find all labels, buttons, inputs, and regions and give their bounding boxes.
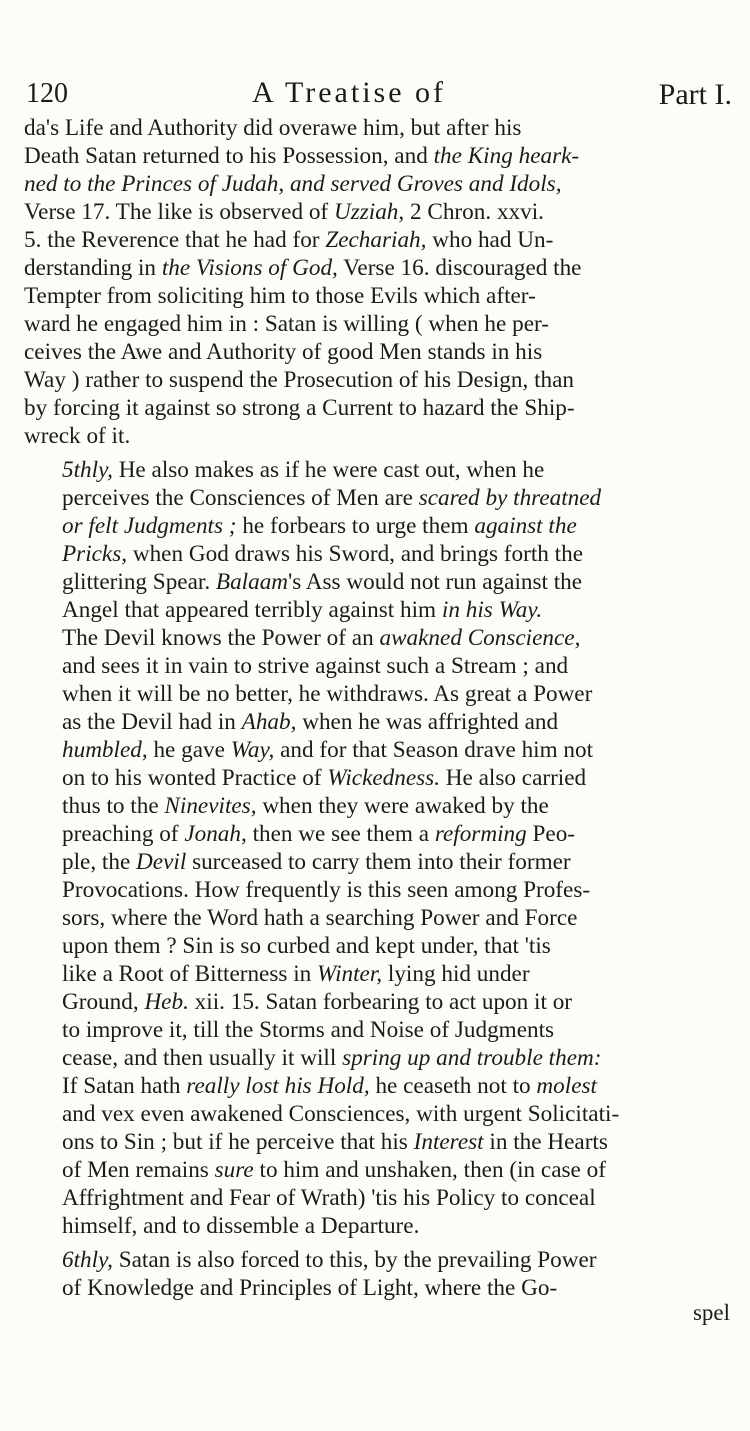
body-text bbox=[24, 114, 736, 1302]
text-line bbox=[24, 1044, 736, 1072]
italic-segment: Wickedness. bbox=[327, 765, 440, 791]
text-segment: wreck of it. bbox=[24, 423, 131, 449]
text-segment: He also carried bbox=[440, 765, 587, 791]
text-segment: cease, and then usually it will bbox=[62, 1045, 343, 1071]
text-segment: when it will be no better, he withdraws. As great a Power bbox=[62, 681, 593, 707]
italic-segment: 6thly, bbox=[62, 1247, 113, 1273]
italic-segment: Devil bbox=[136, 849, 187, 875]
text-segment: Angel that appeared terribly against him bbox=[62, 597, 442, 623]
text-segment: da's Life and Authority did overawe him, but after his bbox=[24, 115, 522, 141]
text-line bbox=[24, 1246, 736, 1274]
text-line bbox=[24, 960, 736, 988]
text-segment: The Devil knows the Power of an bbox=[62, 625, 380, 651]
text-segment: he forbears to urge them bbox=[236, 513, 475, 539]
italic-segment: Way, bbox=[230, 737, 275, 763]
text-segment: Verse 17. The like is observed of bbox=[24, 199, 334, 225]
text-segment: perceives the Consciences of Men are bbox=[62, 485, 419, 511]
text-line bbox=[24, 1016, 736, 1044]
text-line bbox=[24, 848, 736, 876]
running-title: A Treatise of bbox=[252, 76, 447, 109]
italic-segment: against the bbox=[474, 513, 577, 539]
text-segment: as the Devil had in bbox=[62, 709, 242, 735]
text-line bbox=[24, 1156, 736, 1184]
text-segment: Way ) rather to suspend the Prosecution of his Design, than bbox=[24, 367, 575, 393]
text-line bbox=[24, 764, 736, 792]
text-segment: ceives the Awe and Authority of good Men stands in his bbox=[24, 339, 543, 365]
italic-segment: the Visions of God, bbox=[161, 255, 338, 281]
italic-segment: sure bbox=[214, 1157, 254, 1183]
italic-segment: Winter, bbox=[317, 961, 383, 987]
italic-segment: or felt Judgments ; bbox=[62, 513, 237, 539]
text-segment: to him and unshaken, then (in case of bbox=[253, 1157, 606, 1183]
italic-segment: in his Way. bbox=[441, 597, 543, 623]
text-segment: If Satan hath bbox=[62, 1073, 187, 1099]
italic-segment: Pricks, bbox=[62, 541, 128, 567]
text-segment: ward he engaged him in : Satan is willing ( when he per- bbox=[24, 311, 549, 337]
text-segment: 2 Chron. xxvi. bbox=[404, 199, 544, 225]
text-segment: ple, the bbox=[62, 849, 137, 875]
text-segment: when God draws his Sword, and brings forth the bbox=[127, 541, 584, 567]
text-line bbox=[24, 736, 736, 764]
text-line bbox=[24, 1128, 736, 1156]
text-segment: upon them ? Sin is so curbed and kept under, that 'tis bbox=[62, 933, 551, 959]
text-segment: and for that Season drave him not bbox=[274, 737, 594, 763]
text-segment: sors, where the Word hath a searching Power and Force bbox=[62, 905, 578, 931]
text-segment: of Knowledge and Principles of Light, where the Go- bbox=[62, 1275, 558, 1301]
italic-segment: Jonah, bbox=[184, 821, 247, 847]
text-line bbox=[24, 540, 736, 568]
text-segment: xii. 15. Satan forbearing to act upon it or bbox=[188, 989, 573, 1015]
text-segment: Verse 16. discouraged the bbox=[337, 255, 582, 281]
paragraph bbox=[24, 114, 736, 450]
text-segment: thus to the bbox=[62, 793, 165, 819]
italic-segment: ned to the Princes of Judah, and served Groves and Idols, bbox=[24, 171, 562, 197]
italic-segment: Heb. bbox=[144, 989, 189, 1015]
text-line bbox=[24, 820, 736, 848]
text-segment: himself, and to dissemble a Departure. bbox=[62, 1213, 420, 1239]
text-line bbox=[24, 1274, 736, 1302]
italic-segment: really lost his Hold, bbox=[186, 1073, 370, 1099]
text-line bbox=[24, 792, 736, 820]
paragraph bbox=[24, 456, 736, 1240]
text-line bbox=[24, 596, 736, 624]
text-line bbox=[24, 1100, 736, 1128]
text-line bbox=[24, 366, 736, 394]
text-segment: Provocations. How frequently is this seen among Profes- bbox=[62, 877, 591, 903]
text-segment: when he was affrighted and bbox=[296, 709, 559, 735]
text-segment: on to his wonted Practice of bbox=[62, 765, 328, 791]
text-segment: Affrightment and Fear of Wrath) 'tis his Policy to conceal bbox=[62, 1185, 596, 1211]
text-segment: who had Un- bbox=[426, 227, 554, 253]
text-segment: when they were awaked by the bbox=[256, 793, 549, 819]
text-line bbox=[24, 652, 736, 680]
italic-segment: awakned Conscience, bbox=[379, 625, 581, 651]
text-line bbox=[24, 198, 736, 226]
italic-segment: Balaam bbox=[215, 569, 289, 595]
text-line bbox=[24, 484, 736, 512]
text-line bbox=[24, 904, 736, 932]
text-line bbox=[24, 932, 736, 960]
text-line bbox=[24, 422, 736, 450]
italic-segment: reforming bbox=[434, 821, 527, 847]
italic-segment: the King heark- bbox=[433, 143, 580, 169]
text-line bbox=[24, 512, 736, 540]
part-label: Part I. bbox=[658, 78, 732, 111]
running-header bbox=[24, 72, 736, 114]
italic-segment: spring up and trouble them: bbox=[342, 1045, 602, 1071]
text-segment: surceased to carry them into their former bbox=[186, 849, 571, 875]
italic-segment: 5thly, bbox=[62, 457, 113, 483]
text-segment: Peo- bbox=[526, 821, 576, 847]
text-line bbox=[24, 114, 736, 142]
text-line bbox=[24, 708, 736, 736]
italic-segment: humbled, bbox=[62, 737, 148, 763]
text-segment: he gave bbox=[147, 737, 231, 763]
text-line bbox=[24, 456, 736, 484]
text-line bbox=[24, 1184, 736, 1212]
text-segment: derstanding in bbox=[24, 255, 162, 281]
italic-segment: Ninevites, bbox=[164, 793, 257, 819]
text-segment: Tempter from soliciting him to those Evils which after- bbox=[24, 283, 536, 309]
italic-segment: scared by threatned bbox=[418, 485, 602, 511]
text-line bbox=[24, 876, 736, 904]
text-line bbox=[24, 680, 736, 708]
page-number: 120 bbox=[26, 78, 68, 109]
text-segment: he ceaseth not to bbox=[369, 1073, 537, 1099]
text-line bbox=[24, 254, 736, 282]
text-segment: 's Ass would not run against the bbox=[288, 569, 583, 595]
text-segment: Ground, bbox=[62, 989, 145, 1015]
text-line bbox=[24, 568, 736, 596]
text-line bbox=[24, 624, 736, 652]
text-segment: 5. the Reverence that he had for bbox=[24, 227, 326, 253]
italic-segment: Zechariah, bbox=[325, 227, 427, 253]
text-segment: lying hid under bbox=[382, 961, 530, 987]
text-line bbox=[24, 338, 736, 366]
text-line bbox=[24, 394, 736, 422]
text-line bbox=[24, 1212, 736, 1240]
text-segment: ons to Sin ; but if he perceive that his bbox=[62, 1129, 414, 1155]
text-line bbox=[24, 170, 736, 198]
text-segment: by forcing it against so strong a Current to hazard the Ship- bbox=[24, 395, 575, 421]
text-segment: like a Root of Bitterness in bbox=[62, 961, 318, 987]
italic-segment: Interest bbox=[413, 1129, 484, 1155]
text-segment: He also makes as if he were cast out, when he bbox=[112, 457, 545, 483]
text-line bbox=[24, 226, 736, 254]
text-segment: and sees it in vain to strive against such a Stream ; and bbox=[62, 653, 569, 679]
italic-segment: Uzziah, bbox=[333, 199, 405, 225]
text-segment: then we see them a bbox=[246, 821, 435, 847]
text-segment: Satan is also forced to this, by the prevailing Power bbox=[112, 1247, 597, 1273]
text-segment: of Men remains bbox=[62, 1157, 215, 1183]
text-segment: and vex even awakened Consciences, with urgent Solicitati- bbox=[62, 1101, 620, 1127]
text-line bbox=[24, 310, 736, 338]
text-segment: in the Hearts bbox=[483, 1129, 608, 1155]
text-segment: preaching of bbox=[62, 821, 185, 847]
text-segment: glittering Spear. bbox=[62, 569, 216, 595]
italic-segment: Ahab, bbox=[241, 709, 297, 735]
text-line bbox=[24, 988, 736, 1016]
italic-segment: molest bbox=[536, 1073, 597, 1099]
catchword: spel bbox=[692, 1300, 730, 1325]
paragraph bbox=[24, 1246, 736, 1302]
text-line bbox=[24, 142, 736, 170]
text-segment: Death Satan returned to his Possession, and bbox=[24, 143, 434, 169]
text-line bbox=[24, 282, 736, 310]
text-segment: to improve it, till the Storms and Noise of Judgments bbox=[62, 1017, 555, 1043]
text-line bbox=[24, 1072, 736, 1100]
